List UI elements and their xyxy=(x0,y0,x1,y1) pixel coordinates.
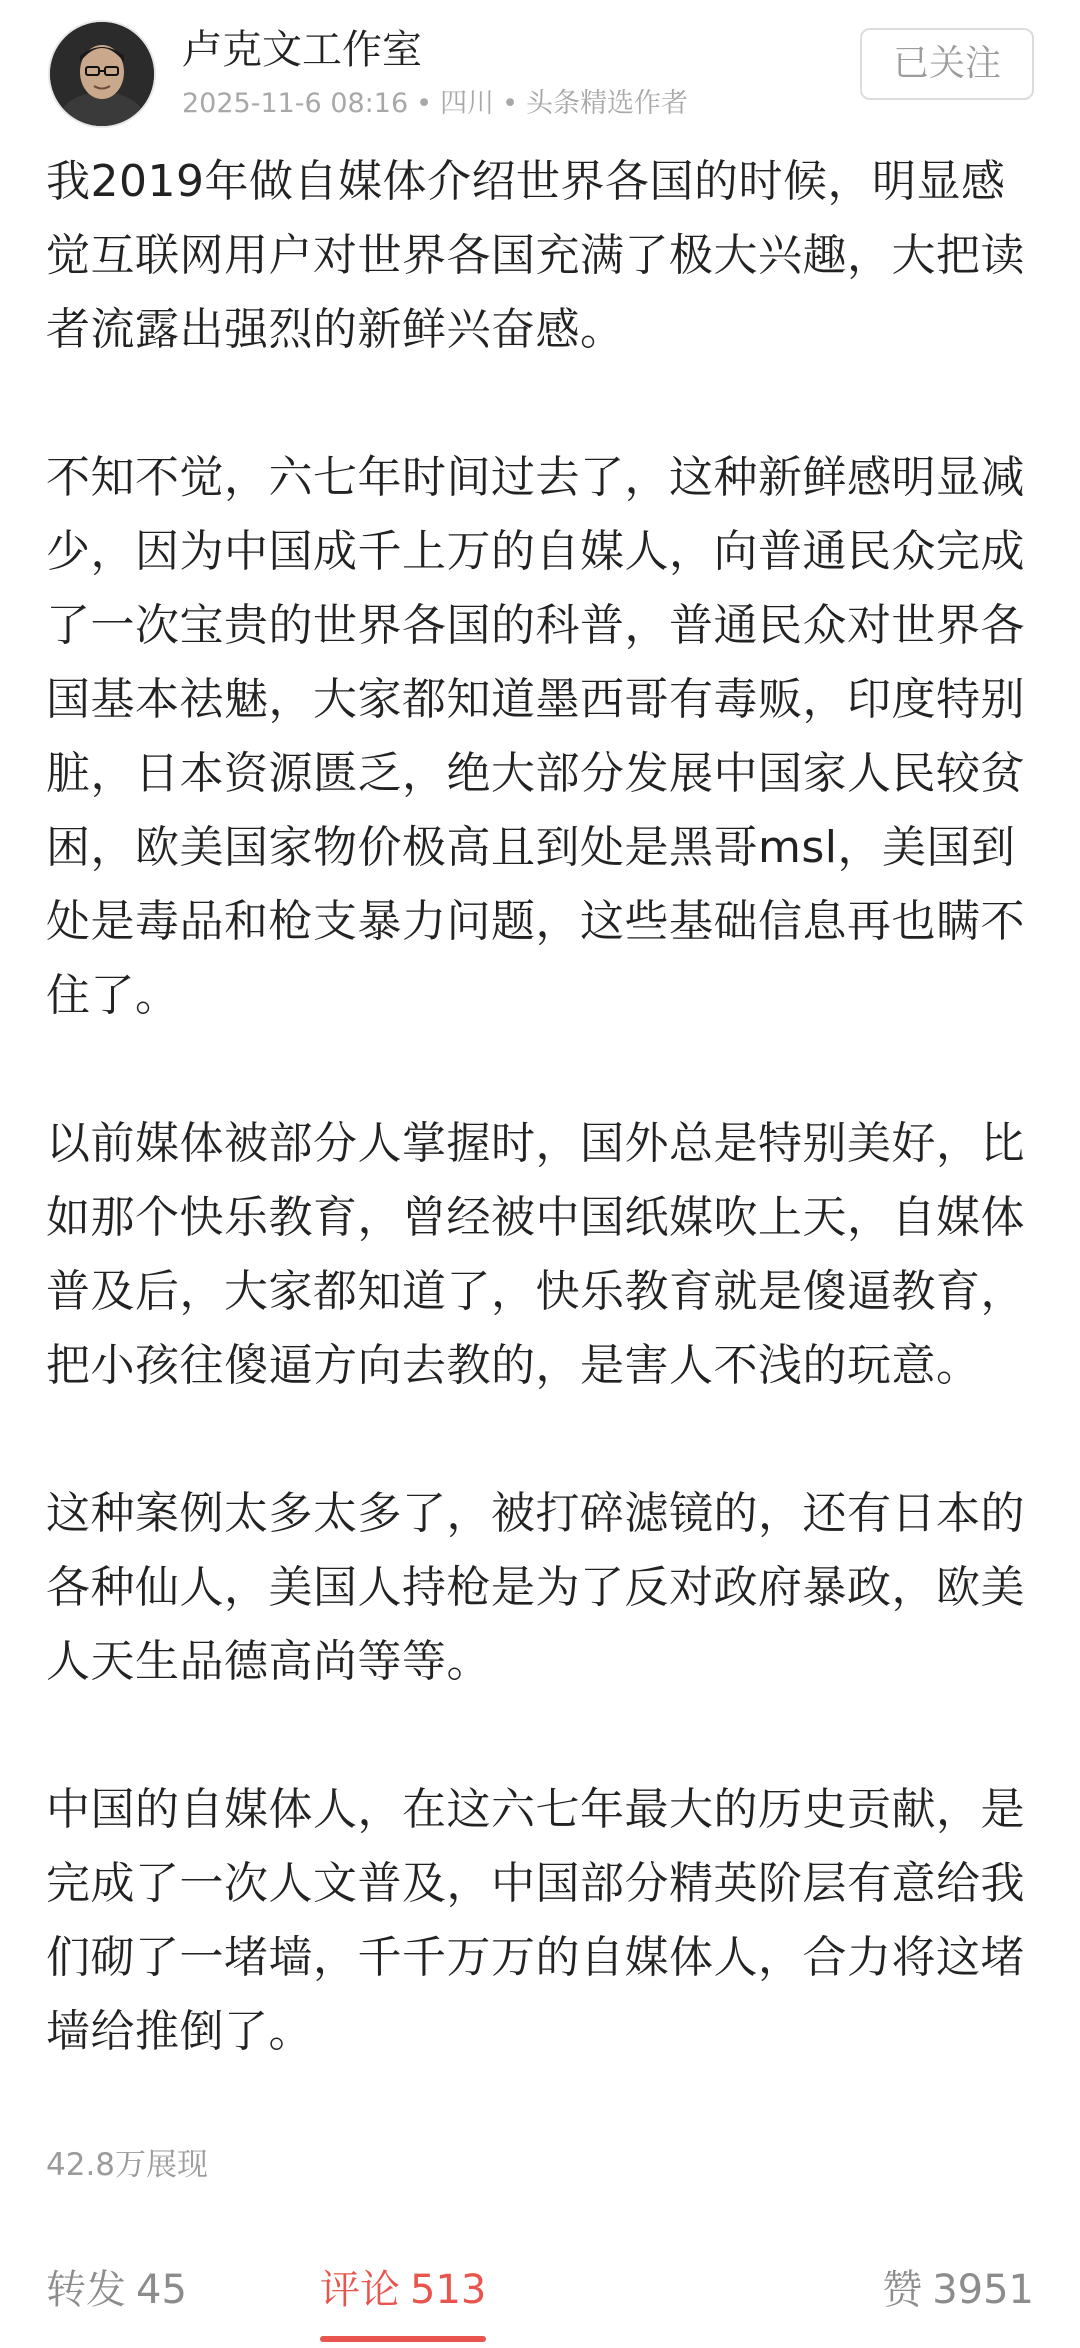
post-paragraph: 我2019年做自媒体介绍世界各国的时候，明显感觉互联网用户对世界各国充满了极大兴趣，大把读者流露出强烈的新鲜兴奋感。 xyxy=(46,156,1025,355)
like-count: 3951 xyxy=(932,2267,1034,2313)
avatar-portrait-icon xyxy=(50,22,154,126)
post-paragraph: 中国的自媒体人，在这六七年最大的历史贡献，是完成了一次人文普及，中国部分精英阶层有意给我们砌了一堵墙，千千万万的自媒体人，合力将这堵墙给推倒了。 xyxy=(46,1784,1025,2057)
post-paragraph: 这种案例太多太多了，被打碎滤镜的，还有日本的各种仙人，美国人持枪是为了反对政府暴政，欧美人天生品德高尚等等。 xyxy=(46,1488,1025,1687)
repost-label: 转发 xyxy=(46,2267,126,2313)
post-location: 四川 xyxy=(440,88,495,119)
author-badge: 头条精选作者 xyxy=(526,88,688,119)
repost-count: 45 xyxy=(136,2267,187,2313)
post-paragraph: 不知不觉，六七年时间过去了，这种新鲜感明显减少，因为中国成千上万的自媒人，向普通民众完成了一次宝贵的世界各国的科普，普通民众对世界各国基本祛魅，大家都知道墨西哥有毒贩，印度特别脏，日本资源匮乏，绝大部分发展中国家人民较贫困，欧美国家物价极高且到处是黑哥msl，美国到处是毒品和枪支暴力问题，这些基础信息再也瞒不住了。 xyxy=(46,452,1025,1021)
post-body xyxy=(46,145,1040,2143)
active-tab-indicator xyxy=(320,2336,486,2342)
meta-separator: • xyxy=(416,88,433,119)
comment-tab[interactable] xyxy=(320,2250,486,2348)
post-paragraph: 以前媒体被部分人掌握时，国外总是特别美好，比如那个快乐教育，曾经被中国纸媒吹上天，自媒体普及后，大家都知道了，快乐教育就是傻逼教育，把小孩往傻逼方向去教的，是害人不浅的玩意。 xyxy=(46,1118,1025,1391)
repost-button[interactable] xyxy=(46,2250,187,2348)
comment-label: 评论 xyxy=(320,2267,400,2313)
view-count: 42.8万展现 xyxy=(46,2147,209,2183)
like-button[interactable] xyxy=(882,2250,1034,2348)
like-label: 赞 xyxy=(882,2267,923,2313)
author-name[interactable]: 卢克文工作室 xyxy=(182,27,422,73)
author-avatar[interactable] xyxy=(48,20,156,128)
comment-count: 513 xyxy=(410,2267,487,2313)
post-header xyxy=(0,0,1080,150)
action-bar xyxy=(0,2250,1080,2348)
meta-separator: • xyxy=(502,88,518,119)
post-date: 2025-11-6 08:16 xyxy=(182,88,409,119)
follow-button[interactable]: 已关注 xyxy=(860,28,1034,100)
post-meta xyxy=(182,84,688,124)
